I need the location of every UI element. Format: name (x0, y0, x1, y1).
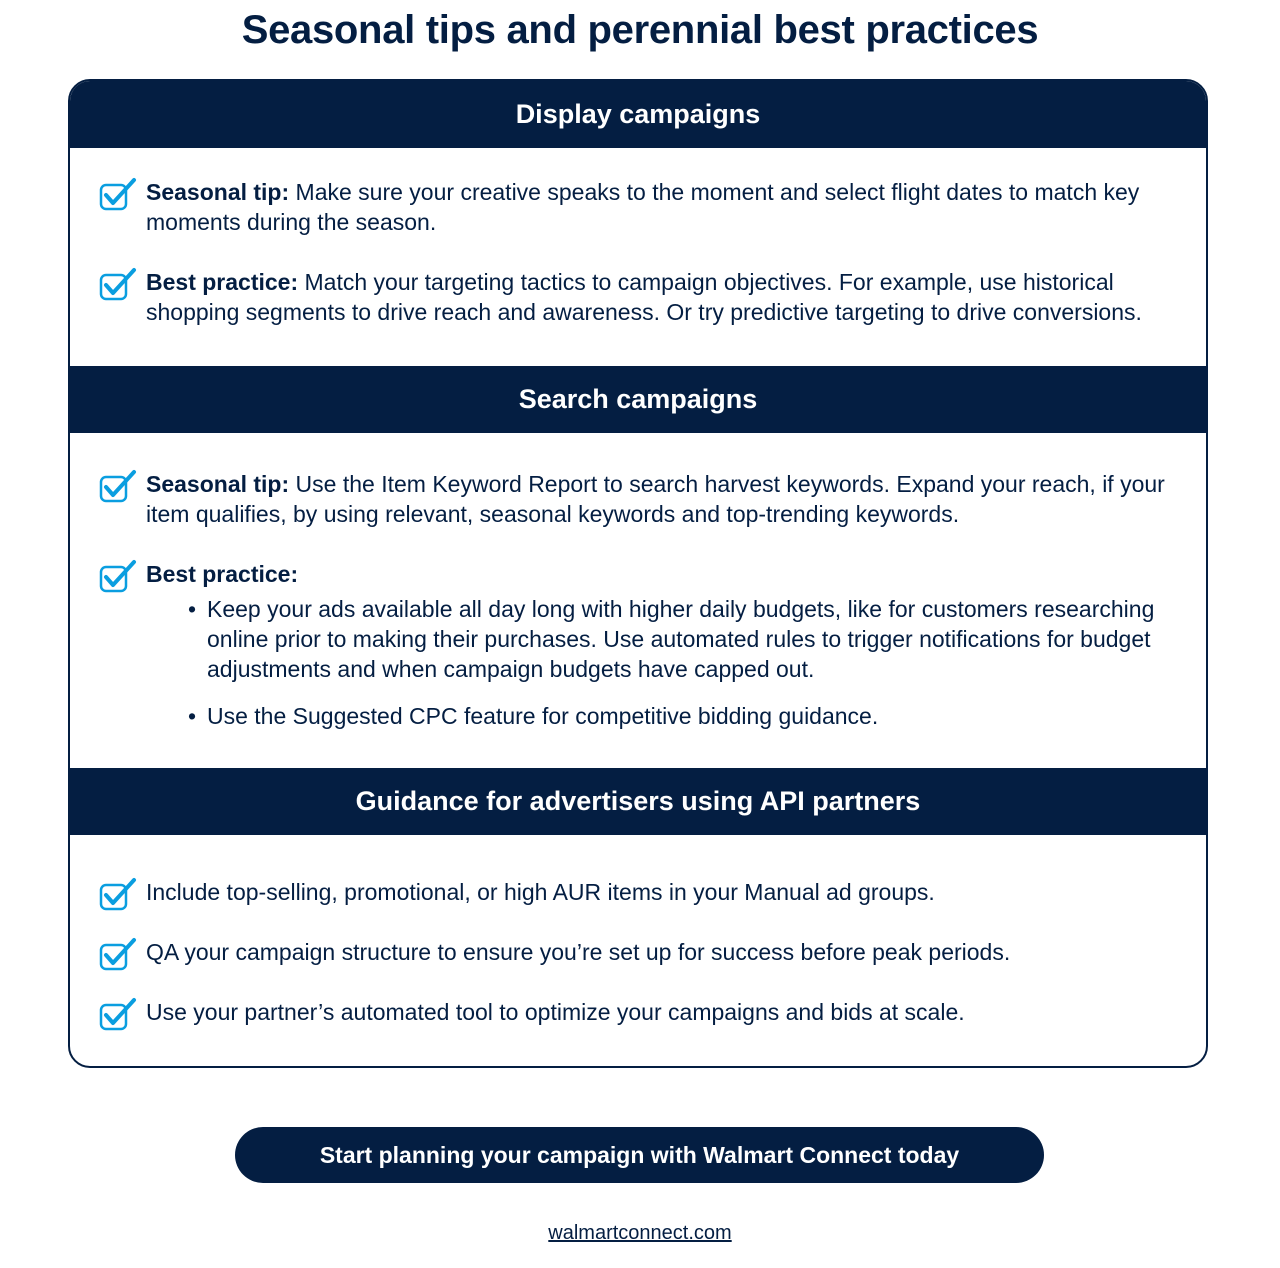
bullet-icon: • (188, 596, 197, 622)
display-seasonal-tip-label: Seasonal tip: (146, 179, 290, 205)
search-campaigns-header: Search campaigns (70, 366, 1206, 433)
display-best-practice-text (146, 267, 1196, 327)
checkmark-icon (98, 177, 138, 213)
checkmark-icon (98, 937, 138, 973)
bullet-text: Use the Suggested CPC feature for competitive bidding guidance. (207, 703, 879, 729)
checkmark-icon (98, 469, 138, 505)
search-seasonal-tip-text (146, 469, 1196, 529)
page-title: Seasonal tips and perennial best practices (241, 8, 1039, 52)
tips-card (68, 79, 1208, 1068)
api-guidance-header: Guidance for advertisers using API partners (70, 768, 1206, 835)
bullet-text: Keep your ads available all day long with higher daily budgets, like for customers researching online prior to making their purchases. Use automated rules to trigger notifications for budget adjustments and when campaign budgets have capped out. (207, 596, 1155, 682)
display-seasonal-tip-body: Make sure your creative speaks to the moment and select flight dates to match key moments during the season. (146, 179, 1140, 235)
checkmark-icon (98, 267, 138, 303)
bullet-icon: • (188, 703, 197, 729)
display-best-practice-label: Best practice: (146, 269, 299, 295)
display-best-practice-body: Match your targeting tactics to campaign objectives. For example, use historical shopping segments to drive reach and awareness. Or try predictive targeting to drive conversions. (146, 269, 1142, 325)
search-seasonal-tip-body: Use the Item Keyword Report to search harvest keywords. Expand your reach, if your item qualifies, by using relevant, seasonal keywords and top-trending keywords. (146, 471, 1165, 527)
display-seasonal-tip-text (146, 177, 1196, 237)
display-campaigns-header: Display campaigns (70, 81, 1206, 148)
start-planning-button[interactable]: Start planning your campaign with Walmart Connect today (235, 1127, 1044, 1183)
api-guidance-text: Include top-selling, promotional, or high AUR items in your Manual ad groups. (146, 879, 935, 905)
checkmark-icon (98, 559, 138, 595)
api-guidance-text: Use your partner’s automated tool to optimize your campaigns and bids at scale. (146, 999, 965, 1025)
search-seasonal-tip-label: Seasonal tip: (146, 471, 290, 497)
checkmark-icon (98, 877, 138, 913)
walmartconnect-link[interactable]: walmartconnect.com (548, 1222, 732, 1244)
api-guidance-text: QA your campaign structure to ensure you’re set up for success before peak periods. (146, 939, 1011, 965)
search-best-practice-label: Best practice: (146, 561, 299, 587)
checkmark-icon (98, 997, 138, 1033)
